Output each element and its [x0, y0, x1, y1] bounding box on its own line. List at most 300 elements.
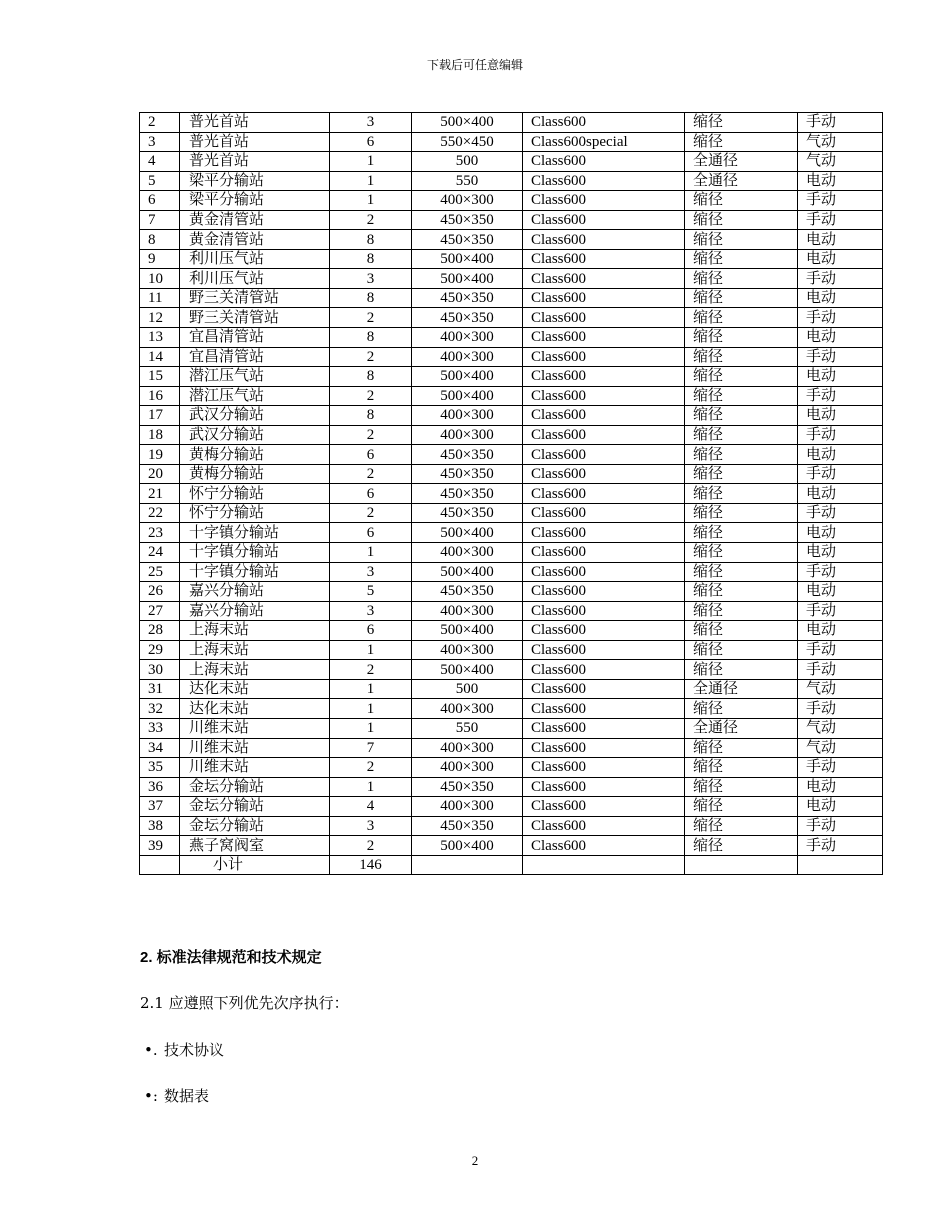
station-cell: 川维末站 [180, 758, 330, 778]
bore-cell: 缩径 [685, 367, 798, 387]
table-row [140, 679, 883, 699]
table-row [140, 484, 883, 504]
actuation-cell: 手动 [798, 601, 883, 621]
station-cell: 上海末站 [180, 621, 330, 641]
size-cell: 400×300 [412, 738, 523, 758]
size-cell: 500×400 [412, 367, 523, 387]
row-index-cell: 29 [140, 640, 180, 660]
station-cell: 宜昌清管站 [180, 328, 330, 348]
quantity-cell: 6 [330, 132, 412, 152]
bore-cell: 缩径 [685, 523, 798, 543]
station-cell: 怀宁分输站 [180, 503, 330, 523]
quantity-cell: 3 [330, 269, 412, 289]
station-cell: 嘉兴分输站 [180, 582, 330, 602]
actuation-cell: 电动 [798, 777, 883, 797]
bore-cell: 缩径 [685, 543, 798, 563]
size-cell: 500×400 [412, 562, 523, 582]
row-index-cell: 3 [140, 132, 180, 152]
table-row [140, 308, 883, 328]
quantity-cell: 3 [330, 562, 412, 582]
station-cell: 黄梅分输站 [180, 445, 330, 465]
row-index-cell: 22 [140, 503, 180, 523]
station-cell: 黄金清管站 [180, 210, 330, 230]
table-row [140, 386, 883, 406]
station-cell: 黄金清管站 [180, 230, 330, 250]
class-cell: Class600 [523, 191, 685, 211]
row-index-cell: 5 [140, 171, 180, 191]
class-cell: Class600 [523, 816, 685, 836]
actuation-cell: 电动 [798, 367, 883, 387]
size-cell: 500×400 [412, 386, 523, 406]
quantity-cell: 1 [330, 152, 412, 172]
actuation-cell: 手动 [798, 269, 883, 289]
station-cell: 野三关清管站 [180, 308, 330, 328]
empty-cell [798, 855, 883, 875]
bore-cell: 缩径 [685, 484, 798, 504]
size-cell: 400×300 [412, 758, 523, 778]
quantity-cell: 8 [330, 367, 412, 387]
station-cell: 潜江压气站 [180, 386, 330, 406]
size-cell: 450×350 [412, 210, 523, 230]
size-cell: 450×350 [412, 230, 523, 250]
bore-cell: 缩径 [685, 640, 798, 660]
actuation-cell: 手动 [798, 464, 883, 484]
size-cell: 400×300 [412, 640, 523, 660]
bore-cell: 缩径 [685, 699, 798, 719]
station-cell: 上海末站 [180, 640, 330, 660]
bore-cell: 缩径 [685, 777, 798, 797]
bullet-marker: •. [144, 1041, 158, 1059]
class-cell: Class600 [523, 308, 685, 328]
valve-table [139, 112, 883, 875]
quantity-cell: 6 [330, 445, 412, 465]
size-cell: 500×400 [412, 660, 523, 680]
quantity-cell: 2 [330, 660, 412, 680]
quantity-cell: 2 [330, 210, 412, 230]
table-row [140, 640, 883, 660]
table-row [140, 543, 883, 563]
row-index-cell: 21 [140, 484, 180, 504]
bore-cell: 缩径 [685, 582, 798, 602]
empty-cell [685, 855, 798, 875]
station-cell: 宜昌清管站 [180, 347, 330, 367]
section-heading: 2. 标准法律规范和技术规定 [140, 949, 322, 966]
table-row [140, 601, 883, 621]
subtotal-label: 小计 [180, 855, 330, 875]
class-cell: Class600 [523, 210, 685, 230]
quantity-cell: 7 [330, 738, 412, 758]
size-cell: 500×400 [412, 269, 523, 289]
table-row [140, 191, 883, 211]
station-cell: 黄梅分输站 [180, 464, 330, 484]
station-cell: 燕子窝阀室 [180, 836, 330, 856]
actuation-cell: 电动 [798, 171, 883, 191]
actuation-cell: 手动 [798, 758, 883, 778]
bore-cell: 缩径 [685, 249, 798, 269]
table-row [140, 288, 883, 308]
row-index-cell: 8 [140, 230, 180, 250]
header-note: 下载后可任意编辑 [426, 58, 523, 72]
actuation-cell: 电动 [798, 249, 883, 269]
quantity-cell: 8 [330, 288, 412, 308]
quantity-cell: 3 [330, 113, 412, 133]
bore-cell: 缩径 [685, 347, 798, 367]
class-cell: Class600 [523, 347, 685, 367]
table-row [140, 406, 883, 426]
row-index-cell: 11 [140, 288, 180, 308]
class-cell: Class600 [523, 582, 685, 602]
station-cell: 潜江压气站 [180, 367, 330, 387]
class-cell: Class600 [523, 699, 685, 719]
row-index-cell: 19 [140, 445, 180, 465]
table-row [140, 269, 883, 289]
table-row [140, 660, 883, 680]
bore-cell: 缩径 [685, 191, 798, 211]
station-cell: 梁平分输站 [180, 191, 330, 211]
row-index-cell: 28 [140, 621, 180, 641]
clause-text: 2.1 应遵照下列优先次序执行： [140, 994, 349, 1012]
bore-cell: 全通径 [685, 171, 798, 191]
size-cell: 400×300 [412, 347, 523, 367]
actuation-cell: 手动 [798, 386, 883, 406]
bore-cell: 缩径 [685, 445, 798, 465]
row-index-cell: 36 [140, 777, 180, 797]
actuation-cell: 手动 [798, 191, 883, 211]
size-cell: 400×300 [412, 797, 523, 817]
table-row [140, 249, 883, 269]
station-cell: 梁平分输站 [180, 171, 330, 191]
size-cell: 550×450 [412, 132, 523, 152]
bore-cell: 缩径 [685, 288, 798, 308]
row-index-cell: 2 [140, 113, 180, 133]
actuation-cell: 气动 [798, 738, 883, 758]
class-cell: Class600 [523, 445, 685, 465]
actuation-cell: 手动 [798, 308, 883, 328]
class-cell: Class600 [523, 425, 685, 445]
row-index-cell: 7 [140, 210, 180, 230]
quantity-cell: 8 [330, 328, 412, 348]
row-index-cell: 16 [140, 386, 180, 406]
bore-cell: 缩径 [685, 738, 798, 758]
actuation-cell: 手动 [798, 347, 883, 367]
class-cell: Class600 [523, 562, 685, 582]
station-cell: 野三关清管站 [180, 288, 330, 308]
station-cell: 金坛分输站 [180, 797, 330, 817]
bore-cell: 缩径 [685, 503, 798, 523]
size-cell: 450×350 [412, 445, 523, 465]
class-cell: Class600 [523, 660, 685, 680]
actuation-cell: 手动 [798, 836, 883, 856]
station-cell: 利川压气站 [180, 269, 330, 289]
table-row [140, 328, 883, 348]
class-cell: Class600 [523, 230, 685, 250]
size-cell: 450×350 [412, 777, 523, 797]
quantity-cell: 8 [330, 249, 412, 269]
table-row [140, 621, 883, 641]
size-cell: 500×400 [412, 836, 523, 856]
table-row [140, 836, 883, 856]
size-cell: 400×300 [412, 406, 523, 426]
class-cell: Class600 [523, 249, 685, 269]
table-row [140, 113, 883, 133]
bullet-text: 数据表 [164, 1087, 210, 1105]
actuation-cell: 手动 [798, 425, 883, 445]
actuation-cell: 气动 [798, 679, 883, 699]
class-cell: Class600 [523, 758, 685, 778]
table-row [140, 347, 883, 367]
bore-cell: 缩径 [685, 758, 798, 778]
actuation-cell: 电动 [798, 328, 883, 348]
bore-cell: 缩径 [685, 836, 798, 856]
quantity-cell: 8 [330, 406, 412, 426]
station-cell: 川维末站 [180, 738, 330, 758]
bore-cell: 缩径 [685, 464, 798, 484]
station-cell: 普光首站 [180, 132, 330, 152]
quantity-cell: 6 [330, 621, 412, 641]
bore-cell: 缩径 [685, 210, 798, 230]
class-cell: Class600 [523, 386, 685, 406]
class-cell: Class600 [523, 464, 685, 484]
station-cell: 利川压气站 [180, 249, 330, 269]
table-row [140, 758, 883, 778]
empty-cell [412, 855, 523, 875]
quantity-cell: 2 [330, 503, 412, 523]
class-cell: Class600 [523, 640, 685, 660]
actuation-cell: 手动 [798, 699, 883, 719]
row-index-cell: 33 [140, 718, 180, 738]
row-index-cell: 20 [140, 464, 180, 484]
actuation-cell: 手动 [798, 210, 883, 230]
class-cell: Class600 [523, 797, 685, 817]
quantity-cell: 1 [330, 679, 412, 699]
size-cell: 450×350 [412, 464, 523, 484]
station-cell: 达化末站 [180, 679, 330, 699]
quantity-cell: 3 [330, 601, 412, 621]
row-index-cell: 15 [140, 367, 180, 387]
size-cell: 400×300 [412, 425, 523, 445]
size-cell: 400×300 [412, 601, 523, 621]
quantity-cell: 5 [330, 582, 412, 602]
actuation-cell: 手动 [798, 113, 883, 133]
class-cell: Class600 [523, 171, 685, 191]
size-cell: 500×400 [412, 621, 523, 641]
row-index-cell: 31 [140, 679, 180, 699]
table-row [140, 171, 883, 191]
station-cell: 武汉分输站 [180, 406, 330, 426]
row-index-cell: 27 [140, 601, 180, 621]
quantity-cell: 1 [330, 543, 412, 563]
row-index-cell: 10 [140, 269, 180, 289]
quantity-cell: 6 [330, 484, 412, 504]
bore-cell: 全通径 [685, 679, 798, 699]
actuation-cell: 电动 [798, 523, 883, 543]
size-cell: 500 [412, 152, 523, 172]
table-row [140, 797, 883, 817]
size-cell: 450×350 [412, 503, 523, 523]
bore-cell: 缩径 [685, 308, 798, 328]
table-row [140, 503, 883, 523]
quantity-cell: 2 [330, 308, 412, 328]
bore-cell: 缩径 [685, 601, 798, 621]
bore-cell: 缩径 [685, 230, 798, 250]
station-cell: 川维末站 [180, 718, 330, 738]
class-cell: Class600 [523, 113, 685, 133]
size-cell: 450×350 [412, 288, 523, 308]
quantity-cell: 2 [330, 836, 412, 856]
row-index-cell: 14 [140, 347, 180, 367]
size-cell: 450×350 [412, 816, 523, 836]
bore-cell: 缩径 [685, 816, 798, 836]
valve-table-body [140, 113, 883, 875]
bore-cell: 缩径 [685, 269, 798, 289]
station-cell: 嘉兴分输站 [180, 601, 330, 621]
station-cell: 普光首站 [180, 113, 330, 133]
row-index-cell: 25 [140, 562, 180, 582]
table-row [140, 718, 883, 738]
size-cell: 450×350 [412, 582, 523, 602]
class-cell: Class600 [523, 777, 685, 797]
bore-cell: 缩径 [685, 562, 798, 582]
bullet-marker: •: [144, 1087, 158, 1105]
bore-cell: 缩径 [685, 132, 798, 152]
table-row [140, 132, 883, 152]
class-cell: Class600 [523, 836, 685, 856]
quantity-cell: 1 [330, 777, 412, 797]
bore-cell: 缩径 [685, 406, 798, 426]
station-cell: 怀宁分输站 [180, 484, 330, 504]
row-index-cell: 38 [140, 816, 180, 836]
actuation-cell: 气动 [798, 152, 883, 172]
station-cell: 十字镇分输站 [180, 523, 330, 543]
quantity-cell: 8 [330, 230, 412, 250]
table-row [140, 230, 883, 250]
actuation-cell: 手动 [798, 816, 883, 836]
station-cell: 达化末站 [180, 699, 330, 719]
actuation-cell: 电动 [798, 484, 883, 504]
class-cell: Class600 [523, 288, 685, 308]
bore-cell: 缩径 [685, 328, 798, 348]
quantity-cell: 2 [330, 758, 412, 778]
quantity-cell: 2 [330, 347, 412, 367]
actuation-cell: 电动 [798, 543, 883, 563]
bore-cell: 缩径 [685, 425, 798, 445]
station-cell: 武汉分输站 [180, 425, 330, 445]
table-row [140, 523, 883, 543]
bore-cell: 缩径 [685, 660, 798, 680]
bullet-item [144, 1039, 224, 1060]
bullet-item [144, 1085, 209, 1106]
row-index-cell: 9 [140, 249, 180, 269]
table-row [140, 816, 883, 836]
actuation-cell: 电动 [798, 230, 883, 250]
actuation-cell: 手动 [798, 640, 883, 660]
row-index-cell: 35 [140, 758, 180, 778]
actuation-cell: 电动 [798, 288, 883, 308]
actuation-cell: 电动 [798, 445, 883, 465]
size-cell: 550 [412, 718, 523, 738]
class-cell: Class600 [523, 718, 685, 738]
class-cell: Class600 [523, 738, 685, 758]
class-cell: Class600 [523, 601, 685, 621]
empty-cell [140, 855, 180, 875]
class-cell: Class600 [523, 679, 685, 699]
row-index-cell: 17 [140, 406, 180, 426]
size-cell: 400×300 [412, 328, 523, 348]
station-cell: 普光首站 [180, 152, 330, 172]
table-row [140, 152, 883, 172]
row-index-cell: 26 [140, 582, 180, 602]
actuation-cell: 电动 [798, 406, 883, 426]
size-cell: 550 [412, 171, 523, 191]
quantity-cell: 1 [330, 718, 412, 738]
bore-cell: 缩径 [685, 113, 798, 133]
station-cell: 十字镇分输站 [180, 562, 330, 582]
actuation-cell: 电动 [798, 582, 883, 602]
size-cell: 450×350 [412, 484, 523, 504]
size-cell: 400×300 [412, 699, 523, 719]
table-row [140, 699, 883, 719]
bore-cell: 缩径 [685, 621, 798, 641]
row-index-cell: 24 [140, 543, 180, 563]
bore-cell: 全通径 [685, 718, 798, 738]
class-cell: Class600 [523, 269, 685, 289]
table-row [140, 445, 883, 465]
page-number: 2 [471, 1153, 479, 1168]
class-cell: Class600 [523, 367, 685, 387]
row-index-cell: 12 [140, 308, 180, 328]
size-cell: 400×300 [412, 543, 523, 563]
table-row [140, 464, 883, 484]
class-cell: Class600 [523, 328, 685, 348]
station-cell: 十字镇分输站 [180, 543, 330, 563]
station-cell: 金坛分输站 [180, 816, 330, 836]
bore-cell: 缩径 [685, 386, 798, 406]
row-index-cell: 23 [140, 523, 180, 543]
table-row [140, 738, 883, 758]
size-cell: 500×400 [412, 113, 523, 133]
quantity-cell: 1 [330, 640, 412, 660]
quantity-cell: 3 [330, 816, 412, 836]
row-index-cell: 39 [140, 836, 180, 856]
class-cell: Class600 [523, 484, 685, 504]
quantity-cell: 6 [330, 523, 412, 543]
quantity-cell: 1 [330, 171, 412, 191]
size-cell: 400×300 [412, 191, 523, 211]
actuation-cell: 气动 [798, 132, 883, 152]
table-row [140, 210, 883, 230]
bore-cell: 全通径 [685, 152, 798, 172]
table-row [140, 582, 883, 602]
row-index-cell: 18 [140, 425, 180, 445]
actuation-cell: 手动 [798, 562, 883, 582]
station-cell: 上海末站 [180, 660, 330, 680]
subtotal-value: 146 [330, 855, 412, 875]
quantity-cell: 1 [330, 699, 412, 719]
actuation-cell: 气动 [798, 718, 883, 738]
class-cell: Class600 [523, 621, 685, 641]
actuation-cell: 手动 [798, 503, 883, 523]
class-cell: Class600 [523, 152, 685, 172]
quantity-cell: 4 [330, 797, 412, 817]
table-row [140, 777, 883, 797]
class-cell: Class600special [523, 132, 685, 152]
row-index-cell: 6 [140, 191, 180, 211]
quantity-cell: 1 [330, 191, 412, 211]
size-cell: 500 [412, 679, 523, 699]
table-row [140, 367, 883, 387]
empty-cell [523, 855, 685, 875]
class-cell: Class600 [523, 406, 685, 426]
